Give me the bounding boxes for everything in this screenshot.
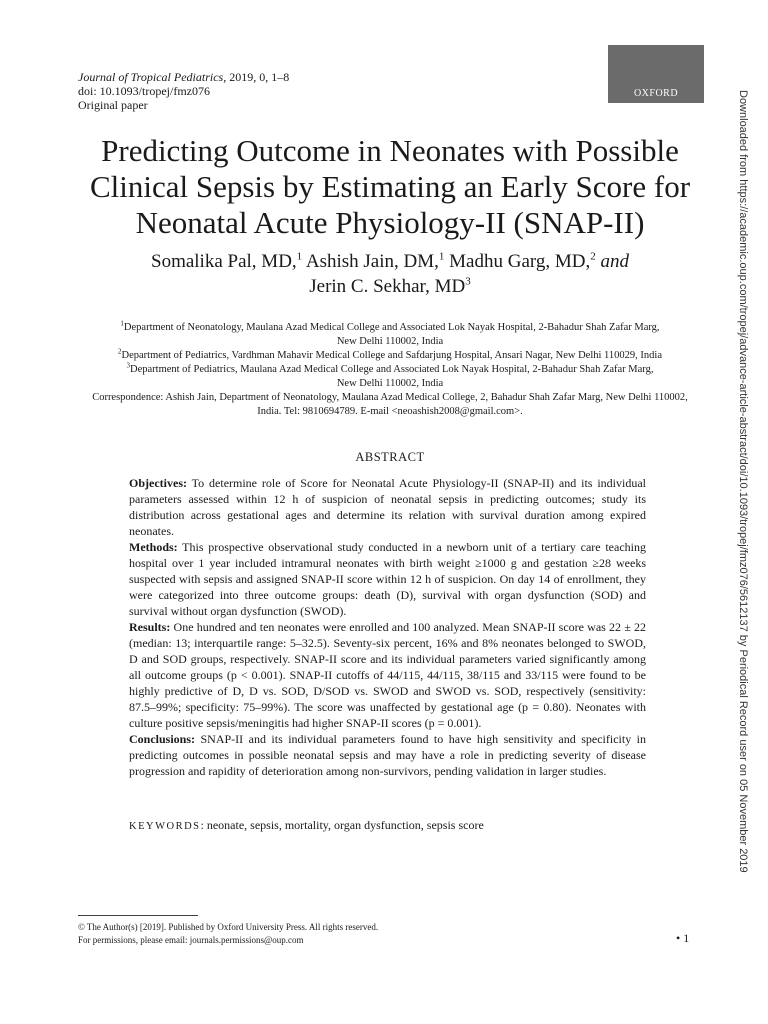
page-number: • 1 bbox=[676, 931, 690, 945]
affiliation-3-mark: 3 bbox=[126, 361, 130, 370]
publisher-logo-text: OXFORD bbox=[633, 88, 679, 99]
journal-name: Journal of Tropical Pediatrics bbox=[78, 70, 224, 84]
journal-volume: , 2019, 0, 1–8 bbox=[223, 70, 290, 84]
author-2: Ashish Jain, DM, bbox=[302, 251, 439, 272]
author-conjunction: and bbox=[595, 251, 629, 272]
affiliation-2-text: Department of Pediatrics, Vardhman Mahavir Medical College and Safdarjung Hospital, Ansari Nagar, New Delhi 110029, India bbox=[121, 350, 662, 361]
abstract-methods bbox=[129, 539, 646, 619]
keywords-text: : neonate, sepsis, mortality, organ dysfunction, sepsis score bbox=[200, 818, 484, 832]
title-line-1: Predicting Outcome in Neonates with Possible bbox=[101, 133, 679, 168]
article-title bbox=[60, 133, 720, 241]
results-label: Results: bbox=[129, 620, 171, 634]
author-2-affil: 1 bbox=[438, 250, 445, 263]
keywords-label: KEYWORDS bbox=[129, 821, 201, 832]
conclusions-text: SNAP-II and its individual parameters found to have high sensitivity and specificity in predicting outcomes in possible neonatal sepsis and may have a role in predicting severity of disease progression and rapidity of deterioration among non-survivors, pending validation in larger studies. bbox=[129, 732, 646, 778]
affiliation-1-text: Department of Neonatology, Maulana Azad Medical College and Associated Lok Nayak Hospital, 2-Bahadur Shah Zafar Marg, bbox=[123, 322, 660, 333]
affiliation-3 bbox=[60, 363, 720, 377]
objectives-label: Objectives: bbox=[129, 476, 187, 490]
abstract-results bbox=[129, 619, 646, 731]
affiliations bbox=[60, 321, 720, 419]
author-1: Somalika Pal, MD, bbox=[151, 251, 297, 272]
author-line-2 bbox=[60, 274, 720, 299]
author-list bbox=[60, 249, 720, 299]
title-line-3: Neonatal Acute Physiology-II (SNAP-II) bbox=[135, 205, 645, 240]
affiliation-3-text: Department of Pediatrics, Maulana Azad Medical College and Associated Lok Nayak Hospital, 2-Bahadur Shah Zafar Marg, bbox=[130, 364, 654, 375]
affiliation-2 bbox=[60, 349, 720, 363]
author-3: Madhu Garg, MD, bbox=[444, 251, 591, 272]
affiliation-1-cont: New Delhi 110002, India bbox=[336, 336, 444, 347]
affiliation-2-mark: 2 bbox=[118, 347, 122, 356]
affiliation-1-mark: 1 bbox=[120, 319, 124, 328]
footer bbox=[78, 921, 378, 947]
author-1-affil: 1 bbox=[296, 250, 303, 263]
author-3-affil: 2 bbox=[590, 250, 596, 263]
conclusions-label: Conclusions: bbox=[129, 732, 196, 746]
methods-label: Methods: bbox=[129, 540, 178, 554]
keywords bbox=[129, 817, 646, 835]
article-type: Original paper bbox=[78, 98, 148, 112]
footer-divider bbox=[78, 915, 198, 916]
journal-citation bbox=[78, 70, 289, 84]
title-line-2: Clinical Sepsis by Estimating an Early Score for bbox=[89, 169, 691, 204]
author-line-1 bbox=[60, 249, 720, 274]
abstract-body bbox=[129, 475, 646, 779]
author-4-affil: 3 bbox=[465, 275, 471, 288]
abstract-heading: ABSTRACT bbox=[355, 450, 425, 464]
copyright-notice: © The Author(s) [2019]. Published by Oxford University Press. All rights reserved. bbox=[78, 922, 379, 932]
correspondence: Correspondence: Ashish Jain, Department of Neonatology, Maulana Azad Medical College, 2, Bahadur Shah Zafar Marg, New Delhi 110002, bbox=[92, 392, 688, 403]
methods-text: This prospective observational study conducted in a newborn unit of a tertiary care teaching hospital over 1 year included intramural neonates with birth weight ≥1000 g and gestation ≥28 weeks suspected with sepsis and assigned SNAP-II score within 12 h of suspicion. On day 14 of enrollment, they were categorized into three outcome groups: death (D), survival with organ dysfunction (SOD) and survival without organ dysfunction (SWOD). bbox=[129, 540, 646, 618]
journal-doi: doi: 10.1093/tropej/fmz076 bbox=[78, 84, 210, 98]
journal-meta bbox=[78, 70, 289, 112]
download-watermark bbox=[735, 90, 749, 930]
affiliation-1 bbox=[60, 321, 720, 335]
download-watermark-text: Downloaded from https://academic.oup.com/tropej/advance-article-abstract/doi/10.1093/tropej/fmz076/5612137 by Periodical Record user on 05 November 2019 bbox=[737, 90, 749, 873]
permissions-notice: For permissions, please email: journals.permissions@oup.com bbox=[78, 935, 304, 945]
results-text: One hundred and ten neonates were enrolled and 100 analyzed. Mean SNAP-II score was 22 ± 22 (median: 13; interquartile range: 5–32.5). Seventy-six percent, 16% and 8% neonates belonged to SWOD, D and SOD groups, respectively. SNAP-II score and its individual parameters varied significantly among all outcome groups (p < 0.001). SNAP-II cutoffs of 44/115, 44/115, 38/115 and 33/115 were found to be highly predictive of D, D vs. SOD, D/SOD vs. SWOD and SWOD vs. SOD, respectively (sensitivity: 87.5–99%; specificity: 75–99%). The score was unaffected by gestational age (p = 0.80). Neonates with culture positive sepsis/meningitis had higher SNAP-II scores (p = 0.001). bbox=[129, 620, 646, 730]
affiliation-3-cont: New Delhi 110002, India bbox=[336, 378, 444, 389]
author-4: Jerin C. Sekhar, MD bbox=[309, 276, 466, 297]
objectives-text: To determine role of Score for Neonatal Acute Physiology-II (SNAP-II) and its individual parameters assessed within 12 h of suspicion of neonatal sepsis in predicting outcomes; study its distribution across gestational ages and determine its relation with survival duration among expired neonates. bbox=[129, 476, 646, 538]
publisher-logo bbox=[608, 45, 704, 103]
correspondence-cont: India. Tel: 9810694789. E-mail <neoashish2008@gmail.com>. bbox=[257, 406, 523, 417]
abstract-objectives bbox=[129, 475, 646, 539]
abstract-conclusions bbox=[129, 731, 646, 779]
